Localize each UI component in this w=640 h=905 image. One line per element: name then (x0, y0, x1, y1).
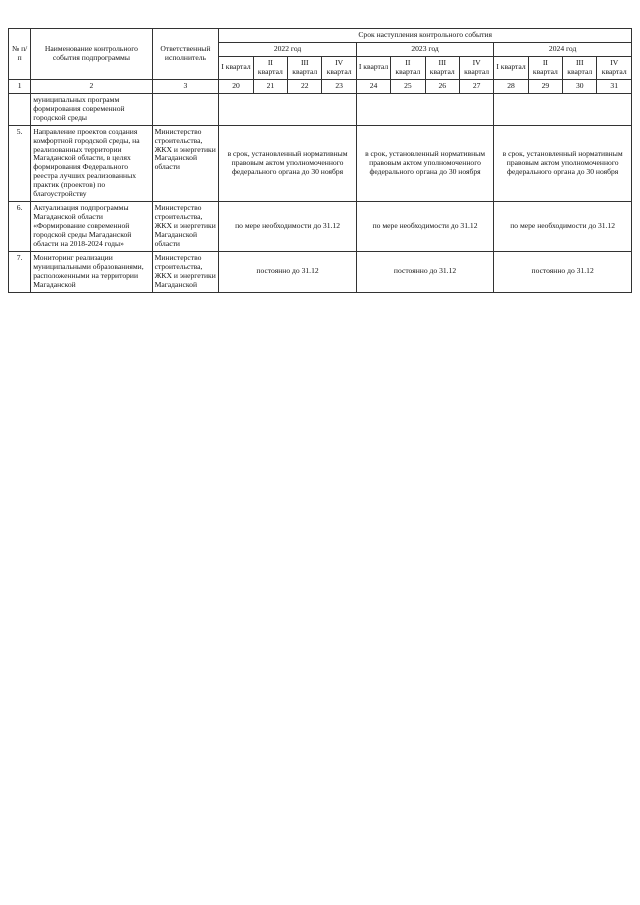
column-index: 23 (322, 79, 356, 93)
header-quarter: IV квартал (459, 56, 493, 79)
row-num: 5. (9, 125, 31, 202)
row-event-name: Направление проектов создания комфортной городской среды, на реализованных территории Магаданской области, в целях формирования Федерального реестра лучших реализованных практик (проектов) по благоустройству (31, 125, 152, 202)
header-num: № п/п (9, 29, 31, 80)
row-deadline-2024 (494, 93, 632, 125)
column-index-row (9, 79, 632, 93)
table-row-continuation (9, 93, 632, 125)
control-events-table (8, 28, 632, 293)
row-deadline-2022 (219, 93, 357, 125)
row-deadline-2024: по мере необходимости до 31.12 (494, 202, 632, 252)
header-deadline-group: Срок наступления контрольного события (219, 29, 632, 43)
row-deadline-2024: постоянно до 31.12 (494, 252, 632, 293)
column-index: 1 (9, 79, 31, 93)
row-responsible (152, 93, 219, 125)
row-event-name: Актуализация подпрограммы Магаданской области «Формирование современной городской среды Магаданской области на 2018-2024 годы» (31, 202, 152, 252)
document-sheet (8, 28, 632, 293)
row-num: 6. (9, 202, 31, 252)
row-deadline-2023: постоянно до 31.12 (356, 252, 494, 293)
header-year-2022: 2022 год (219, 42, 357, 56)
row-responsible: Министерство строительства, ЖКХ и энергетики Магаданской области (152, 202, 219, 252)
row-num (9, 93, 31, 125)
row-deadline-2023: в срок, установленный нормативным правовым актом уполномоченного федерального органа до 30 ноября (356, 125, 494, 202)
column-index: 21 (253, 79, 287, 93)
header-event-name: Наименование контрольного события подпрограммы (31, 29, 152, 80)
column-index: 26 (425, 79, 459, 93)
header-quarter: III квартал (563, 56, 597, 79)
row-deadline-2022: в срок, установленный нормативным правовым актом уполномоченного федерального органа до 30 ноября (219, 125, 357, 202)
header-quarter: II квартал (253, 56, 287, 79)
header-quarter: II квартал (391, 56, 425, 79)
column-index: 2 (31, 79, 152, 93)
column-index: 20 (219, 79, 253, 93)
column-index: 31 (597, 79, 632, 93)
table-row (9, 202, 632, 252)
row-deadline-2023 (356, 93, 494, 125)
row-responsible: Министерство строительства, ЖКХ и энергетики Магаданской (152, 252, 219, 293)
header-responsible: Ответственный исполнитель (152, 29, 219, 80)
header-quarter: I квартал (219, 56, 253, 79)
column-index: 24 (356, 79, 390, 93)
column-index: 3 (152, 79, 219, 93)
row-responsible: Министерство строительства, ЖКХ и энергетики Магаданской области (152, 125, 219, 202)
row-deadline-2022: постоянно до 31.12 (219, 252, 357, 293)
column-index: 30 (563, 79, 597, 93)
column-index: 22 (288, 79, 322, 93)
header-quarter: IV квартал (322, 56, 356, 79)
header-quarter: III квартал (425, 56, 459, 79)
row-event-name: Мониторинг реализации муниципальными образованиями, расположенными на территории Магаданской (31, 252, 152, 293)
row-deadline-2022: по мере необходимости до 31.12 (219, 202, 357, 252)
header-quarter: I квартал (494, 56, 528, 79)
header-quarter: II квартал (528, 56, 562, 79)
column-index: 28 (494, 79, 528, 93)
header-year-2023: 2023 год (356, 42, 494, 56)
header-quarter: I квартал (356, 56, 390, 79)
header-year-2024: 2024 год (494, 42, 632, 56)
column-index: 25 (391, 79, 425, 93)
header-row-1 (9, 29, 632, 43)
row-deadline-2023: по мере необходимости до 31.12 (356, 202, 494, 252)
row-event-name: муниципальных программ формирования современной городской среды (31, 93, 152, 125)
header-quarter: IV квартал (597, 56, 632, 79)
column-index: 29 (528, 79, 562, 93)
column-index: 27 (459, 79, 493, 93)
table-row (9, 125, 632, 202)
table-row (9, 252, 632, 293)
header-quarter: III квартал (288, 56, 322, 79)
row-deadline-2024: в срок, установленный нормативным правовым актом уполномоченного федерального органа до 30 ноября (494, 125, 632, 202)
row-num: 7. (9, 252, 31, 293)
